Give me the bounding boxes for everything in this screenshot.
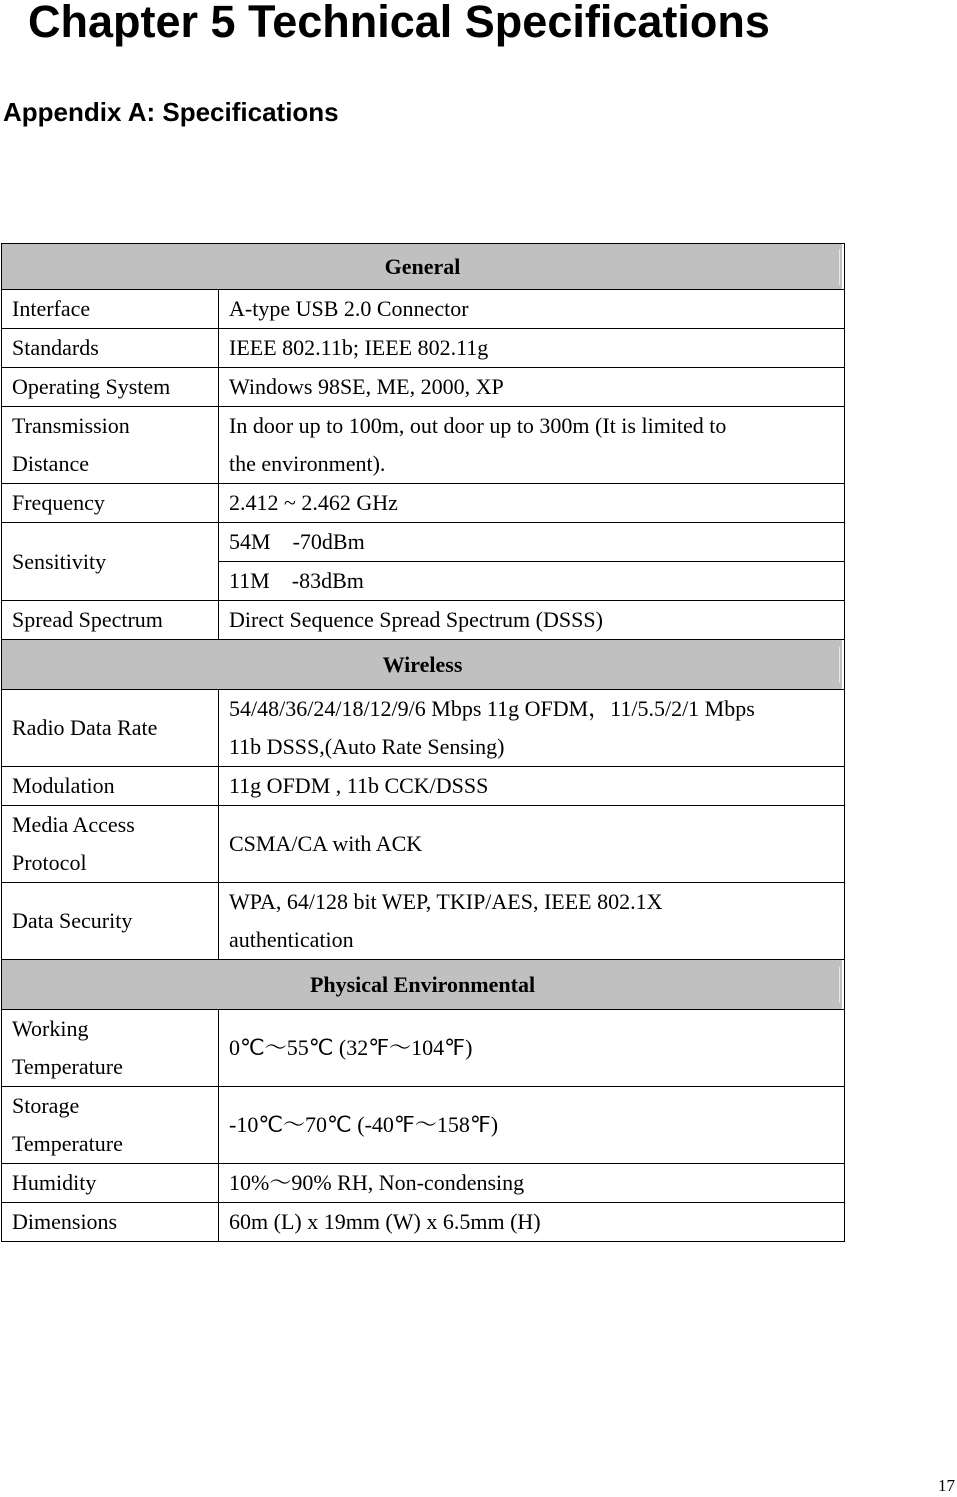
spec-label-line: Distance xyxy=(12,451,89,476)
spec-label: Frequency xyxy=(2,484,219,523)
spec-value xyxy=(219,562,845,601)
section-title-physical: Physical Environmental xyxy=(6,967,840,1003)
specifications-table xyxy=(1,243,845,1242)
sensitivity-level: -83dBm xyxy=(291,568,364,593)
table-row-frequency xyxy=(2,484,845,523)
spec-value-line: WPA, 64/128 bit WEP, TKIP/AES, IEEE 802.1X xyxy=(229,889,663,914)
table-row-modulation xyxy=(2,767,845,806)
spec-value-line: 54/48/36/24/18/12/9/6 Mbps 11g OFDM，11/5.5/2/1 Mbps xyxy=(229,696,755,721)
spec-value: 10%～90% RH, Non-condensing xyxy=(219,1164,845,1203)
table-row-dimensions xyxy=(2,1203,845,1242)
spec-label-line: Working xyxy=(12,1016,89,1041)
spec-label: Interface xyxy=(2,290,219,329)
appendix-title: Appendix A: Specifications xyxy=(3,97,339,127)
table-row-operating-system xyxy=(2,368,845,407)
spec-value-line: 11b DSSS,(Auto Rate Sensing) xyxy=(229,734,505,759)
spec-value: Windows 98SE, ME, 2000, XP xyxy=(219,368,845,407)
spec-label: Data Security xyxy=(2,883,219,960)
spec-value: 60m (L) x 19mm (W) x 6.5mm (H) xyxy=(219,1203,845,1242)
sensitivity-level: -70dBm xyxy=(292,529,365,554)
spec-label-line: Media Access xyxy=(12,812,135,837)
spec-value-line: In door up to 100m, out door up to 300m (It is limited to xyxy=(229,413,727,438)
spec-value: -10℃～70℃ (-40℉～158℉) xyxy=(219,1087,845,1164)
spec-value-line: the environment). xyxy=(229,451,386,476)
table-row-data-security xyxy=(2,883,845,960)
spec-label: Sensitivity xyxy=(2,523,219,601)
spec-label-line: Temperature xyxy=(12,1054,123,1079)
spec-value xyxy=(219,690,845,767)
table-row-radio-data-rate xyxy=(2,690,845,767)
spec-value: 11g OFDM , 11b CCK/DSSS xyxy=(219,767,845,806)
spec-label: Modulation xyxy=(2,767,219,806)
section-header-wireless xyxy=(2,640,845,690)
spec-label: Operating System xyxy=(2,368,219,407)
spec-value xyxy=(219,407,845,484)
spec-label xyxy=(2,1010,219,1087)
spec-value: CSMA/CA with ACK xyxy=(219,806,845,883)
spec-label: Standards xyxy=(2,329,219,368)
spec-label: Dimensions xyxy=(2,1203,219,1242)
spec-value: Direct Sequence Spread Spectrum (DSSS) xyxy=(219,601,845,640)
table-row-transmission-distance xyxy=(2,407,845,484)
spec-label-line: Protocol xyxy=(12,850,87,875)
spec-label xyxy=(2,407,219,484)
spec-value: 0℃～55℃ (32℉～104℉) xyxy=(219,1010,845,1087)
spec-label-line: Transmission xyxy=(12,413,130,438)
spec-value: IEEE 802.11b; IEEE 802.11g xyxy=(219,329,845,368)
sensitivity-rate: 54M xyxy=(229,529,271,554)
section-title-general: General xyxy=(6,249,840,285)
table-row-standards xyxy=(2,329,845,368)
spec-value: 2.412 ~ 2.462 GHz xyxy=(219,484,845,523)
spec-value-line: authentication xyxy=(229,927,354,952)
spec-value: A-type USB 2.0 Connector xyxy=(219,290,845,329)
section-header-physical xyxy=(2,960,845,1010)
spec-label: Spread Spectrum xyxy=(2,601,219,640)
spec-label-line: Temperature xyxy=(12,1131,123,1156)
sensitivity-rate: 11M xyxy=(229,568,270,593)
table-row-storage-temperature xyxy=(2,1087,845,1164)
table-row-spread-spectrum xyxy=(2,601,845,640)
table-row-humidity xyxy=(2,1164,845,1203)
page-number: 17 xyxy=(938,1476,955,1495)
spec-label xyxy=(2,1087,219,1164)
section-header-general xyxy=(2,244,845,290)
spec-label: Humidity xyxy=(2,1164,219,1203)
chapter-title: Chapter 5 Technical Specifications xyxy=(28,0,770,47)
spec-label xyxy=(2,806,219,883)
section-title-wireless: Wireless xyxy=(6,647,840,683)
table-row-media-access-protocol xyxy=(2,806,845,883)
spec-value xyxy=(219,523,845,562)
spec-label: Radio Data Rate xyxy=(2,690,219,767)
table-row-interface xyxy=(2,290,845,329)
spec-value xyxy=(219,883,845,960)
spec-label-line: Storage xyxy=(12,1093,80,1118)
table-row-working-temperature xyxy=(2,1010,845,1087)
table-row-sensitivity-54m xyxy=(2,523,845,562)
